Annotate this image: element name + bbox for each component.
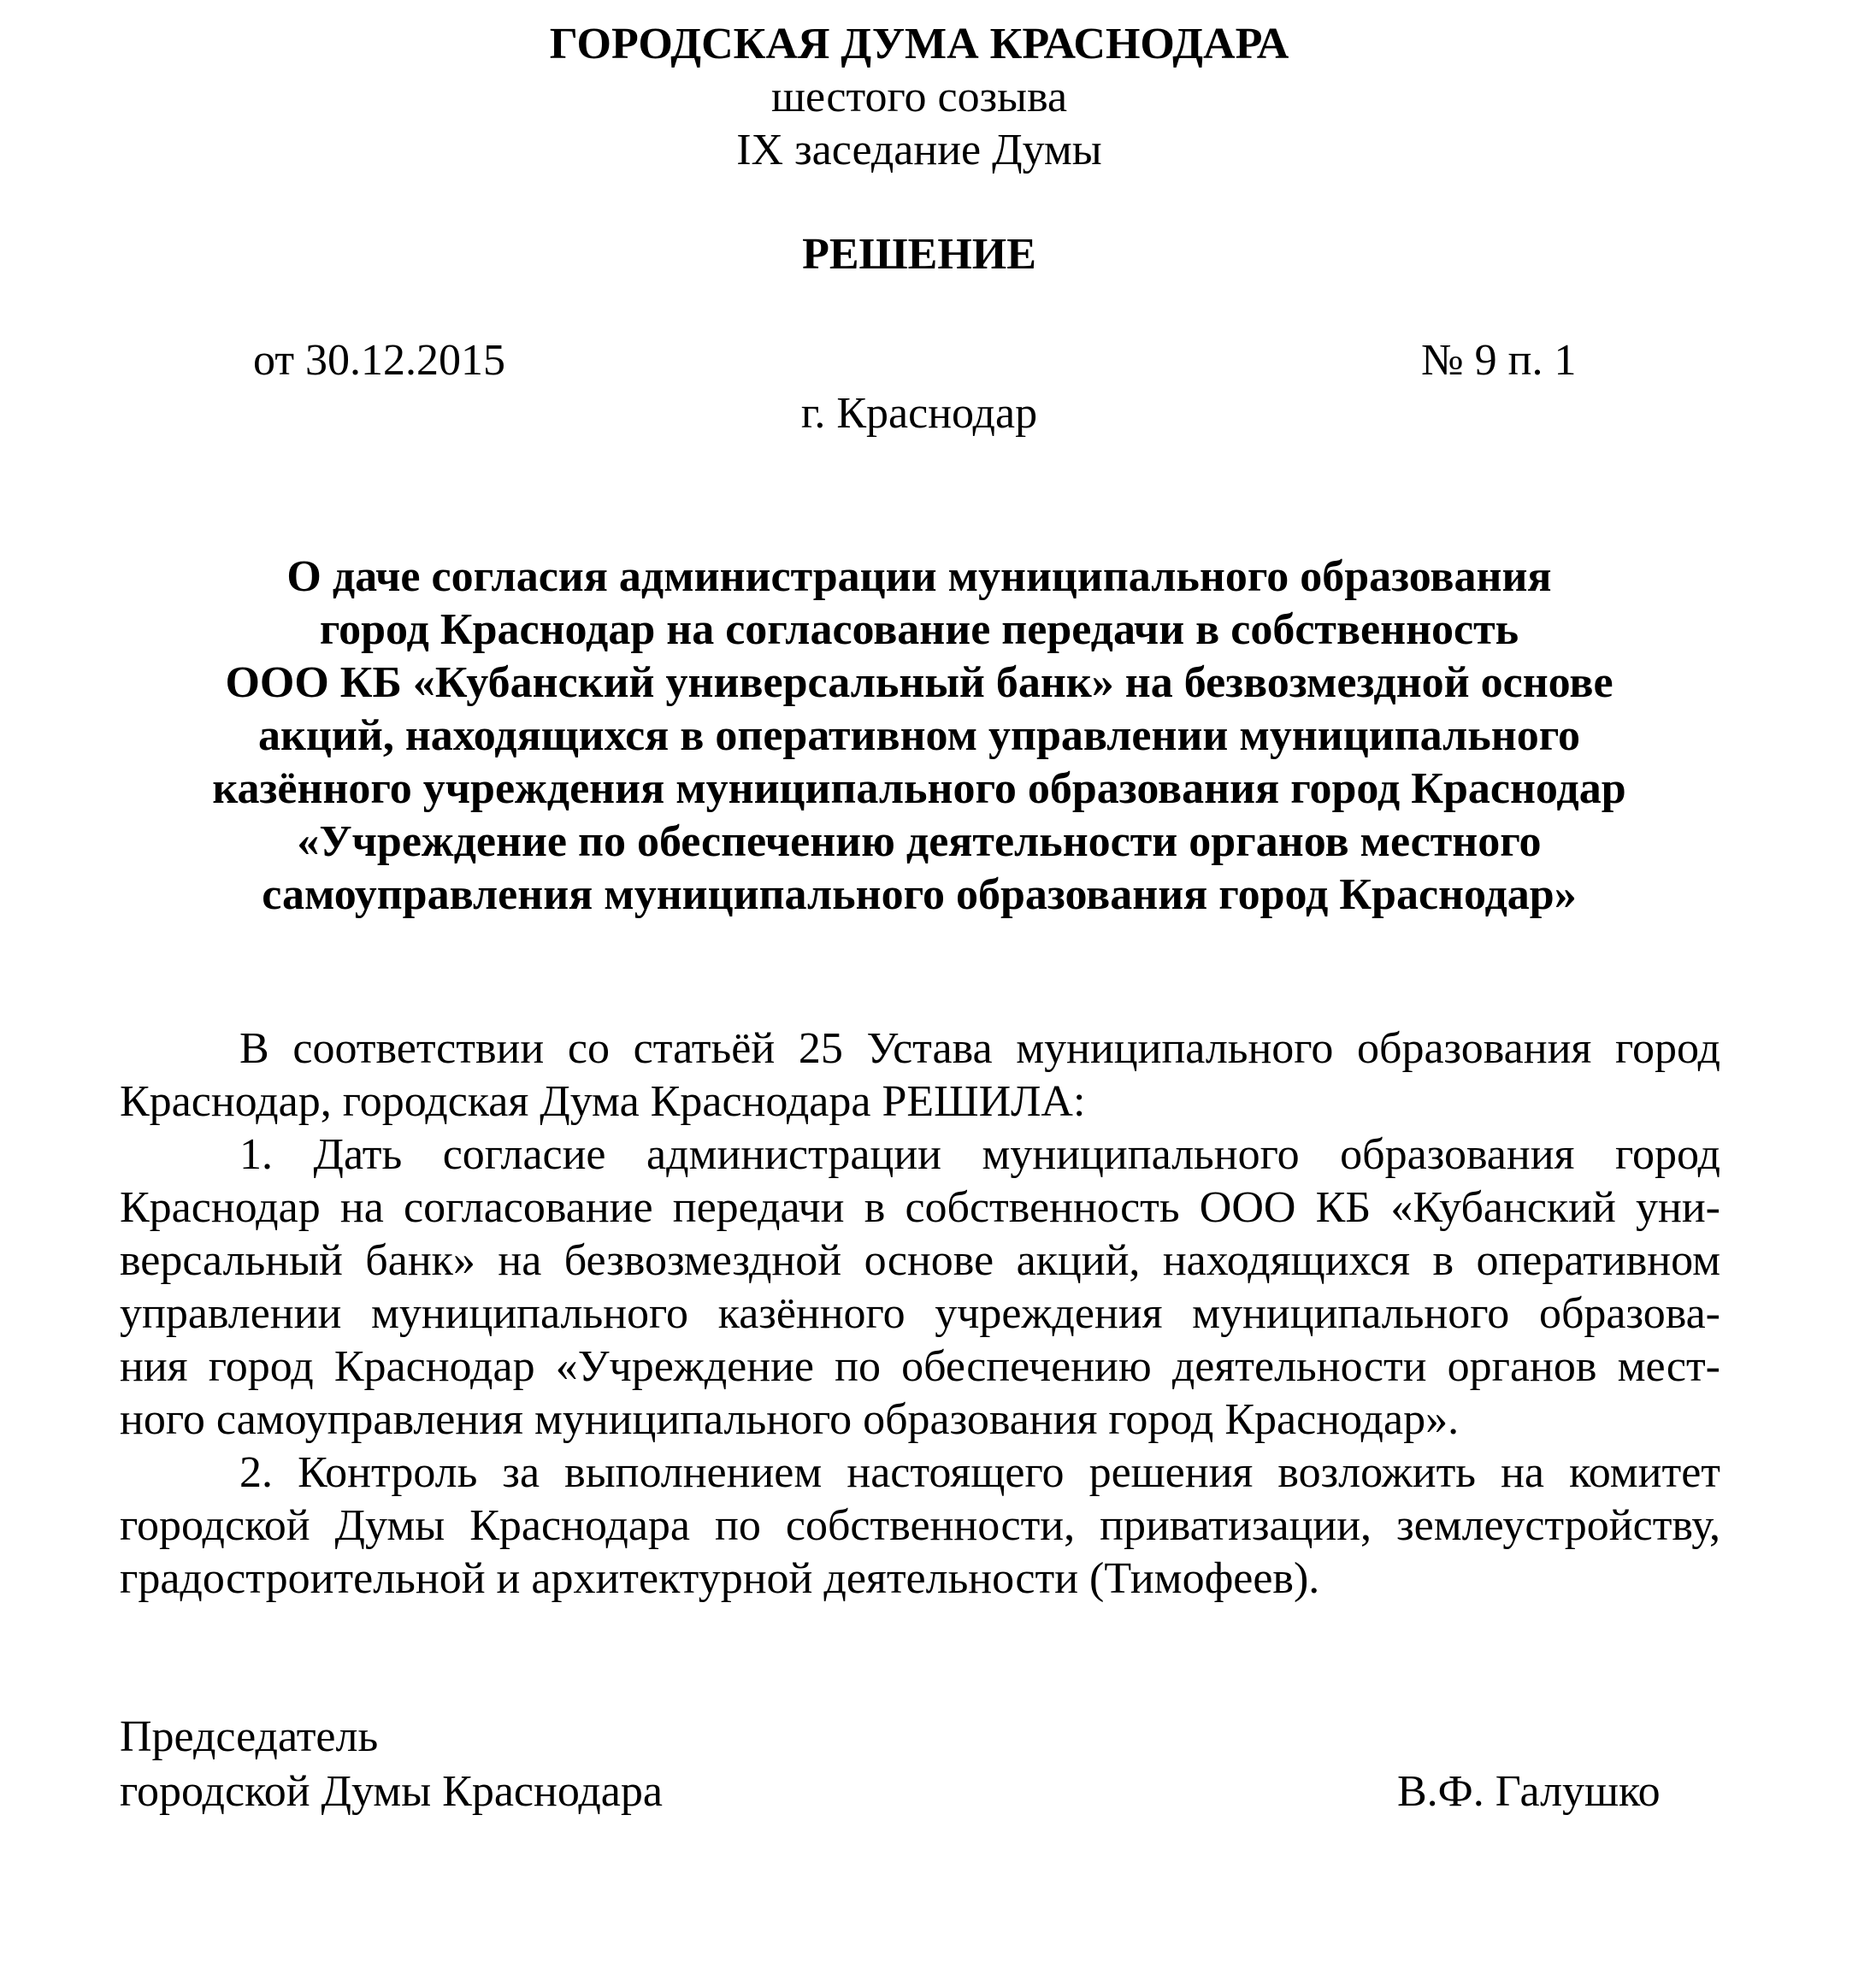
signatory-title-line2: городской Думы Краснодара <box>120 1767 663 1816</box>
preamble-line: В соответствии со статьёй 25 Устава муниципального образования город <box>239 1024 1720 1073</box>
session-title: IX заседание Думы <box>736 126 1102 174</box>
subject-line: самоуправления муниципального образования город Краснодар» <box>262 870 1577 919</box>
decision-date: от 30.12.2015 <box>253 336 506 385</box>
decision-body <box>120 1022 1720 1606</box>
item1-line: ного самоуправления муниципального образования город Краснодар». <box>120 1395 1460 1444</box>
item2-line: городской Думы Краснодара по собственности, приватизации, землеустройству, <box>120 1501 1720 1550</box>
item1-line: управлении муниципального казённого учреждения муниципального образова- <box>120 1289 1720 1338</box>
signatory-name: В.Ф. Галушко <box>1397 1767 1661 1816</box>
item1-line: Краснодар на согласование передачи в собственность ООО КБ «Кубанский уни- <box>120 1183 1720 1232</box>
subject-line: О даче согласия администрации муниципального образования <box>286 552 1552 601</box>
preamble-line: Краснодар, городская Дума Краснодара РЕШИЛА: <box>120 1077 1086 1126</box>
subject-line: акций, находящихся в оперативном управлении муниципального <box>257 711 1581 760</box>
decision-subject <box>0 551 1838 922</box>
subject-line: казённого учреждения муниципального образования город Краснодар <box>212 764 1626 813</box>
signatory-title-line1: Председатель <box>120 1712 379 1761</box>
convocation: шестого созыва <box>770 73 1068 121</box>
org-name: ГОРОДСКАЯ ДУМА КРАСНОДАРА <box>549 20 1289 68</box>
subject-line: «Учреждение по обеспечению деятельности органов местного <box>297 817 1542 866</box>
decision-number: № 9 п. 1 <box>1421 336 1577 385</box>
item1-line: ния город Краснодар «Учреждение по обеспечению деятельности органов мест- <box>120 1342 1720 1391</box>
subject-line: ООО КБ «Кубанский универсальный банк» на безвозмездной основе <box>225 658 1613 707</box>
subject-line: город Краснодар на согласование передачи в собственность <box>319 605 1519 654</box>
doc-type-title: РЕШЕНИЕ <box>802 230 1036 279</box>
item1-line: версальный банк» на безвозмездной основе акций, находящихся в оперативном <box>120 1236 1720 1285</box>
item2-line: градостроительной и архитектурной деятельности (Тимофеев). <box>120 1554 1320 1603</box>
item1-line: 1. Дать согласие администрации муниципального образования город <box>239 1130 1720 1179</box>
item2-line: 2. Контроль за выполнением настоящего решения возложить на комитет <box>239 1448 1720 1497</box>
city: г. Краснодар <box>800 389 1038 438</box>
